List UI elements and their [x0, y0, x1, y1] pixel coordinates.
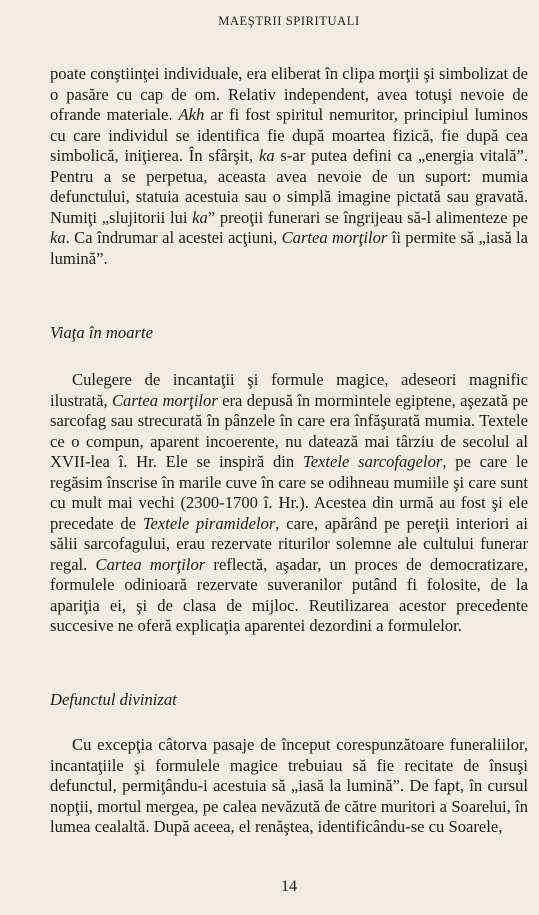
paragraph-3: Cu excepţia câtorva pasaje de început corespunzătoare funeraliilor, incantaţiile şi formulele magice trebuiau să fie recitate de însuşi defunctul, permiţându-i acestuia să „iasă la lumină”. De fapt, în cursul nopţii, mortul mergea, pe calea nevăzută de către muritori a Soarelui, în lumea cealaltă. După aceea, el renăştea, identificându-se cu Soarele,	[50, 735, 528, 836]
page-number: 14	[281, 878, 297, 895]
italic-run: ka	[192, 207, 208, 227]
italic-run: Cartea morţilor	[281, 228, 388, 247]
italic-run: Cartea morţilor	[111, 390, 218, 410]
italic-run: ka	[50, 228, 66, 247]
italic-run: ka	[258, 146, 275, 165]
italic-run: Akh	[178, 105, 205, 124]
paragraph-1: poate conştiinţei individuale, era eliberat în clipa morţii şi simbolizat de o pasăre cu cap de om. Relativ independent, avea totuşi nevoie de ofrande materiale. Akh ar fi fost spiritul nemuritor, principiul luminos cu care individul se identifica fie după moartea fizică, fie după cea simbolică, iniţierea. În sfârşit, ka s-ar putea defini ca „energia vitală”. Pentru a se perpetua, aceasta avea nevoie de un suport: mumia defunctului, statuia acestuia sau o simplă imagine pictată sau gravată. Numiţi „slujitorii lui ka” preoţii funerari se îngrijeau să-l alimenteze pe ka. Ca îndrumar al acestei acţiuni, Cartea morţilor îi permite să „iasă la lumină”.	[50, 64, 529, 268]
section-heading-viata-in-moarte: Viaţa în moarte	[50, 323, 153, 342]
paragraph-2: Culegere de incantaţii şi formule magice, adeseori magnific ilustrată, Cartea morţilor era depusă în mormintele egiptene, aşezată pe sarcofag sau strecurată în pânzele în care era înfăşurată mumia. Textele ce o compun, aparent incoerente, nu datează mai târziu de secolul al XVII-lea î. Hr. Ele se inspiră din Textele sarcofagelor, pe care le regăsim înscrise în marile cuve în care se odihneau mumiile şi care sunt cu mult mai vechi (2300-1700 î. Hr.). Acestea din urmă au fost şi ele precedate de Textele piramidelor, care, apărând pe pereţii interiori ai sălii sarcofagului, erau rezervate riturilor solemne ale cultului funerar regal. Cartea morţilor reflectă, aşadar, un proces de democratizare, formulele odinioară rezervate suveranilor putând fi folosite, de la apariţia ei, şi de clasa de mijloc. Reutilizarea acestor precedente succesive ne oferă explicaţia aparentei dezordini a formulelor.	[50, 370, 529, 635]
italic-run: Textele piramidelor	[142, 513, 276, 533]
book-page	[50, 0, 528, 915]
running-head: MAEŞTRII SPIRITUALI	[218, 14, 360, 28]
section-heading-defunctul-divinizat: Defunctul divinizat	[50, 690, 177, 709]
italic-run: Textele sarcofagelor	[302, 452, 443, 471]
italic-run: Cartea morţilor	[95, 554, 206, 574]
